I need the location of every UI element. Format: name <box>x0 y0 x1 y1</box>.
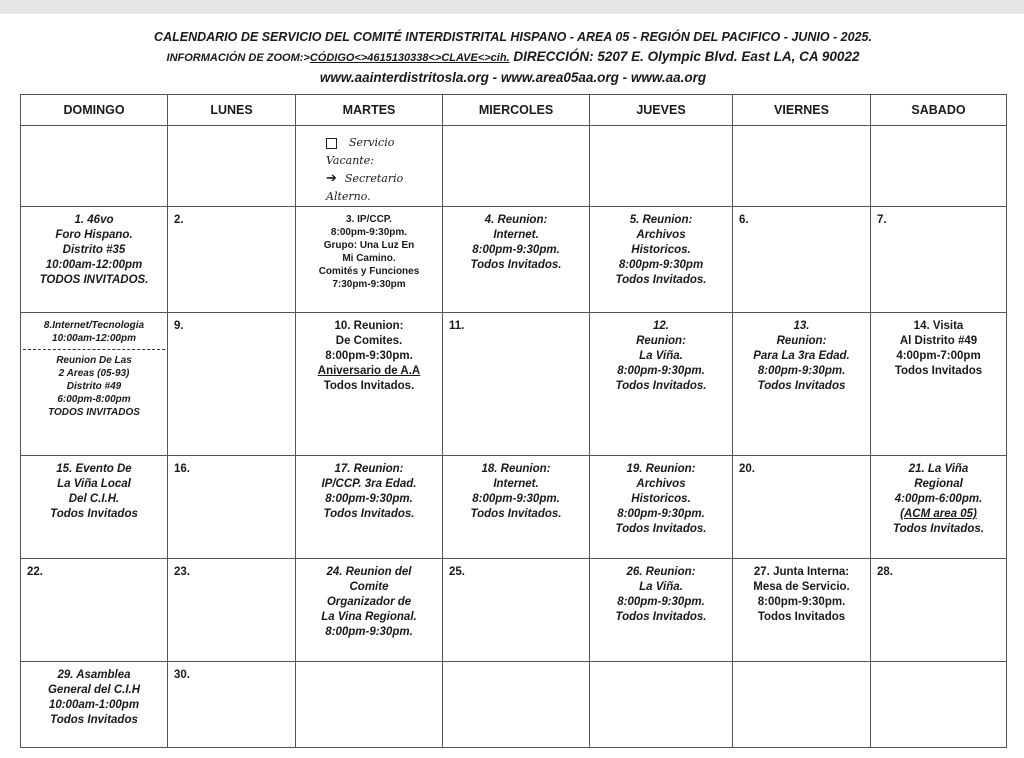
anniversary-label: Aniversario de A.A <box>317 365 421 377</box>
weekday-miercoles: MIERCOLES <box>443 95 590 126</box>
day-cell-7: 7. <box>871 207 1007 313</box>
day-cell-19: 19. Reunion: Archivos Historicos. 8:00pm-9:30pm. Todos Invitados. <box>590 456 733 559</box>
day-cell-10: 10. Reunion: De Comites. 8:00pm-9:30pm. Aniversario de A.A Todos Invitados. <box>296 313 443 456</box>
checkbox-icon <box>326 138 337 149</box>
weekday-martes: MARTES <box>296 95 443 126</box>
day-cell-4: 4. Reunion: Internet. 8:00pm-9:30pm. Todos Invitados. <box>443 207 590 313</box>
weekday-lunes: LUNES <box>168 95 296 126</box>
arrow-right-icon: ➔ <box>326 171 337 186</box>
day-cell-28: 28. <box>871 559 1007 662</box>
day-cell-2: 2. <box>168 207 296 313</box>
calendar-table <box>20 94 1007 748</box>
legend-row <box>21 126 1007 207</box>
zoom-info <box>20 47 1006 68</box>
day-cell-9: 9. <box>168 313 296 456</box>
day-cell-22: 22. <box>21 559 168 662</box>
day-cell-empty <box>168 126 296 207</box>
day-cell-13: 13. Reunion: Para La 3ra Edad. 8:00pm-9:30pm. Todos Invitados <box>733 313 871 456</box>
week-row-5 <box>21 662 1007 748</box>
day-cell-24: 24. Reunion del Comite Organizador de La Vina Regional. 8:00pm-9:30pm. <box>296 559 443 662</box>
top-bar <box>0 0 1024 14</box>
day-cell-empty <box>871 126 1007 207</box>
day-cell-11: 11. <box>443 313 590 456</box>
day-cell-30: 30. <box>168 662 296 748</box>
day-cell-3: 3. IP/CCP. 8:00pm-9:30pm. Grupo: Una Luz En Mi Camino. Comités y Funciones 7:30pm-9:30pm <box>296 207 443 313</box>
day-cell-16: 16. <box>168 456 296 559</box>
week-row-3 <box>21 456 1007 559</box>
day-cell-empty <box>871 662 1007 748</box>
weekday-sabado: SABADO <box>871 95 1007 126</box>
divider <box>23 349 165 350</box>
zoom-prefix: INFORMACIÓN DE ZOOM:> <box>166 52 310 64</box>
day-cell-empty <box>443 126 590 207</box>
legend-cell <box>296 126 443 207</box>
day-cell-5: 5. Reunion: Archivos Historicos. 8:00pm-9:30pm Todos Invitados. <box>590 207 733 313</box>
day-cell-21: 21. La Viña Regional 4:00pm-6:00pm. (ACM area 05) Todos Invitados. <box>871 456 1007 559</box>
day-cell-26: 26. Reunion: La Viña. 8:00pm-9:30pm. Todos Invitados. <box>590 559 733 662</box>
week-row-4 <box>21 559 1007 662</box>
weekday-jueves: JUEVES <box>590 95 733 126</box>
weekday-viernes: VIERNES <box>733 95 871 126</box>
day-cell-17: 17. Reunion: IP/CCP. 3ra Edad. 8:00pm-9:30pm. Todos Invitados. <box>296 456 443 559</box>
day-cell-empty <box>296 662 443 748</box>
day-cell-29: 29. Asamblea General del C.I.H 10:00am-1:00pm Todos Invitados <box>21 662 168 748</box>
day-cell-1: 1. 46vo Foro Hispano. Distrito #35 10:00am-12:00pm TODOS INVITADOS. <box>21 207 168 313</box>
calendar-title: CALENDARIO DE SERVICIO DEL COMITÉ INTERDISTRITAL HISPANO - AREA 05 - REGIÓN DEL PACIFICO - JUNIO - 2025. <box>154 30 872 44</box>
day-cell-15: 15. Evento De La Viña Local Del C.I.H. Todos Invitados <box>21 456 168 559</box>
day-cell-8: 8.Internet/Tecnologia 10:00am-12:00pm Reunion De Las 2 Areas (05-93) Distrito #49 6:00pm-8:00pm TODOS INVITADOS <box>21 313 168 456</box>
week-row-1 <box>21 207 1007 313</box>
day-cell-25: 25. <box>443 559 590 662</box>
day-cell-empty <box>590 126 733 207</box>
day-cell-14: 14. Visita Al Distrito #49 4:00pm-7:00pm Todos Invitados <box>871 313 1007 456</box>
day-cell-empty <box>590 662 733 748</box>
day-cell-12: 12. Reunion: La Viña. 8:00pm-9:30pm. Todos Invitados. <box>590 313 733 456</box>
legend-vacant: Servicio Vacante: <box>326 136 395 167</box>
websites: www.aainterdistritosla.org - www.area05aa.org - www.aa.org <box>319 70 707 85</box>
week-row-2 <box>21 313 1007 456</box>
address: DIRECCIÓN: 5207 E. Olympic Blvd. East LA, CA 90022 <box>509 49 860 64</box>
calendar-header <box>20 28 1006 87</box>
day-cell-20: 20. <box>733 456 871 559</box>
day-cell-27: 27. Junta Interna: Mesa de Servicio. 8:00pm-9:30pm. Todos Invitados <box>733 559 871 662</box>
weekday-domingo: DOMINGO <box>21 95 168 126</box>
day-cell-18: 18. Reunion: Internet. 8:00pm-9:30pm. Todos Invitados. <box>443 456 590 559</box>
day-cell-empty <box>21 126 168 207</box>
weekday-header-row <box>21 95 1007 126</box>
zoom-code[interactable]: CÓDIGO<>4615130338<>CLAVE<>cih. <box>309 52 510 64</box>
day-cell-empty <box>443 662 590 748</box>
acm-label: (ACM area 05) <box>900 508 977 520</box>
legend-alternate: ➔ Secretario Alterno. <box>326 171 404 203</box>
day-cell-empty <box>733 126 871 207</box>
day-cell-23: 23. <box>168 559 296 662</box>
day-cell-empty <box>733 662 871 748</box>
day-cell-6: 6. <box>733 207 871 313</box>
